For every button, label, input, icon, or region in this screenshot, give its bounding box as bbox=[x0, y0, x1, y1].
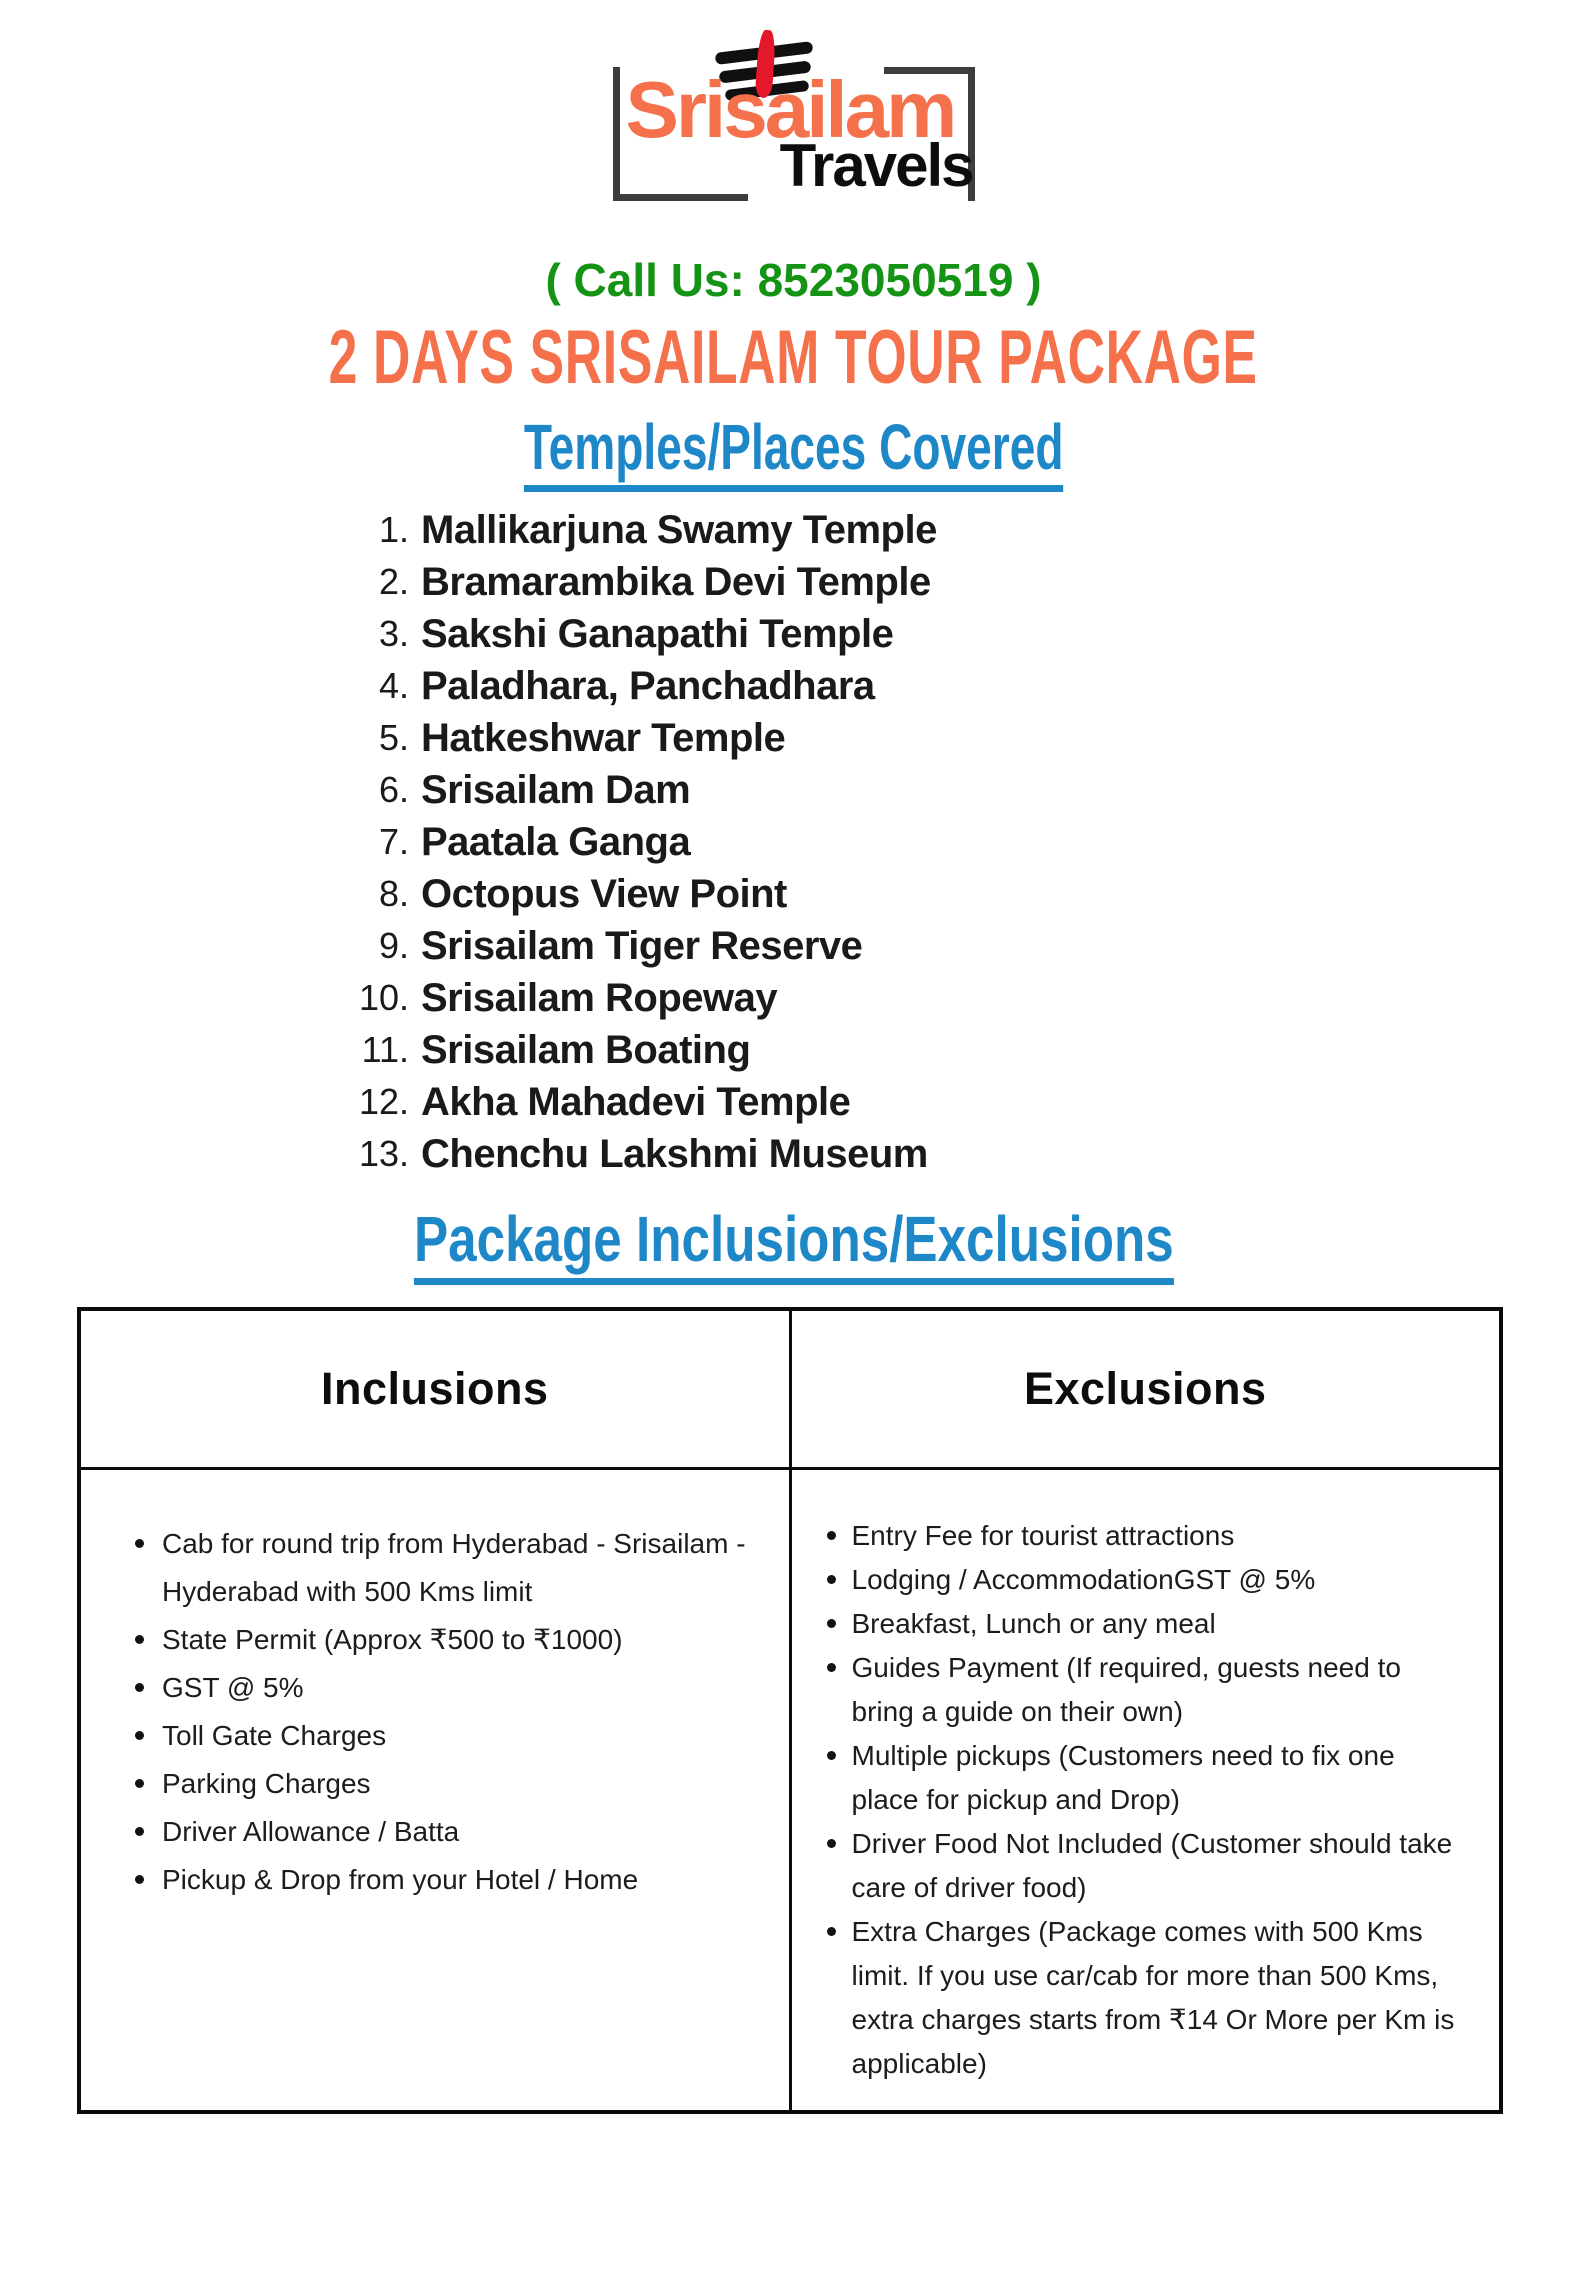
page-title-text: 2 DAYS SRISAILAM TOUR PACKAGE bbox=[328, 314, 1259, 400]
package-heading bbox=[0, 1204, 1587, 1285]
place-name: Octopus View Point bbox=[421, 872, 787, 917]
place-name: Chenchu Lakshmi Museum bbox=[421, 1132, 928, 1177]
place-number: 4. bbox=[378, 665, 409, 707]
place-item bbox=[325, 764, 1587, 816]
exclusion-item: Entry Fee for tourist attractions bbox=[852, 1514, 1462, 1558]
package-heading-text: Package Inclusions/Exclusions bbox=[414, 1204, 1174, 1285]
place-name: Sakshi Ganapathi Temple bbox=[421, 612, 894, 657]
place-number: 3. bbox=[378, 613, 409, 655]
place-number: 13. bbox=[358, 1133, 409, 1175]
inclusions-exclusions-table bbox=[77, 1307, 1503, 2115]
place-item bbox=[325, 920, 1587, 972]
exclusion-item: Guides Payment (If required, guests need to bring a guide on their own) bbox=[852, 1646, 1462, 1734]
place-name: Mallikarjuna Swamy Temple bbox=[421, 508, 937, 553]
place-number: 1. bbox=[378, 509, 409, 551]
exclusions-header: Exclusions bbox=[790, 1309, 1501, 1469]
place-item bbox=[325, 712, 1587, 764]
place-number: 6. bbox=[378, 769, 409, 811]
place-number: 11. bbox=[361, 1029, 409, 1071]
tour-package-flyer bbox=[0, 45, 1587, 2290]
place-name: Paatala Ganga bbox=[421, 820, 691, 865]
srisailam-travels-logo bbox=[613, 45, 975, 209]
places-heading-text: Temples/Places Covered bbox=[524, 412, 1064, 493]
place-name: Srisailam Dam bbox=[421, 768, 691, 813]
place-item bbox=[325, 816, 1587, 868]
page-title bbox=[0, 314, 1587, 400]
inclusions-list bbox=[81, 1520, 761, 1904]
place-number: 2. bbox=[378, 561, 409, 603]
place-number: 7. bbox=[378, 821, 409, 863]
inclusions-cell bbox=[79, 1469, 790, 2113]
place-item bbox=[325, 608, 1587, 660]
inclusion-item: Pickup & Drop from your Hotel / Home bbox=[162, 1856, 761, 1904]
exclusion-item: Breakfast, Lunch or any meal bbox=[852, 1602, 1462, 1646]
place-name: Srisailam Boating bbox=[421, 1028, 751, 1073]
places-list bbox=[0, 504, 1587, 1180]
place-item bbox=[325, 556, 1587, 608]
place-number: 8. bbox=[378, 873, 409, 915]
place-name: Akha Mahadevi Temple bbox=[421, 1080, 851, 1125]
place-item bbox=[325, 1076, 1587, 1128]
exclusions-list bbox=[792, 1514, 1462, 2086]
place-name: Bramarambika Devi Temple bbox=[421, 560, 931, 605]
call-us-phone: ( Call Us: 8523050519 ) bbox=[545, 254, 1042, 306]
place-name: Srisailam Tiger Reserve bbox=[421, 924, 863, 969]
table-body-row bbox=[79, 1469, 1501, 2113]
place-name: Hatkeshwar Temple bbox=[421, 716, 786, 761]
place-item bbox=[325, 868, 1587, 920]
inclusion-item: State Permit (Approx ₹500 to ₹1000) bbox=[162, 1616, 761, 1664]
exclusions-cell bbox=[790, 1469, 1501, 2113]
place-name: Paladhara, Panchadhara bbox=[421, 664, 875, 709]
place-number: 12. bbox=[358, 1081, 409, 1123]
place-number: 5. bbox=[378, 717, 409, 759]
exclusion-item: Lodging / AccommodationGST @ 5% bbox=[852, 1558, 1462, 1602]
table-header-row bbox=[79, 1309, 1501, 1469]
exclusion-item: Driver Food Not Included (Customer should take care of driver food) bbox=[852, 1822, 1462, 1910]
place-item bbox=[325, 1024, 1587, 1076]
inclusion-item: Driver Allowance / Batta bbox=[162, 1808, 761, 1856]
place-number: 9. bbox=[378, 925, 409, 967]
logo-brand-text: Srisailam bbox=[625, 65, 955, 154]
exclusion-item: Extra Charges (Package comes with 500 Kms limit. If you use car/cab for more than 500 Kms, extra charges starts from ₹14 Or More per Km is applicable) bbox=[852, 1910, 1462, 2086]
place-item bbox=[325, 972, 1587, 1024]
exclusion-item: Multiple pickups (Customers need to fix one place for pickup and Drop) bbox=[852, 1734, 1462, 1822]
inclusion-item: Cab for round trip from Hyderabad - Srisailam - Hyderabad with 500 Kms limit bbox=[162, 1520, 761, 1616]
inclusion-item: Toll Gate Charges bbox=[162, 1712, 761, 1760]
logo-sub-text: Travels bbox=[779, 132, 973, 199]
place-name: Srisailam Ropeway bbox=[421, 976, 778, 1021]
place-item bbox=[325, 504, 1587, 556]
inclusions-header: Inclusions bbox=[79, 1309, 790, 1469]
places-heading bbox=[0, 412, 1587, 493]
place-item bbox=[325, 1128, 1587, 1180]
inclusion-item: GST @ 5% bbox=[162, 1664, 761, 1712]
place-item bbox=[325, 660, 1587, 712]
place-number: 10. bbox=[358, 977, 409, 1019]
inclusion-item: Parking Charges bbox=[162, 1760, 761, 1808]
